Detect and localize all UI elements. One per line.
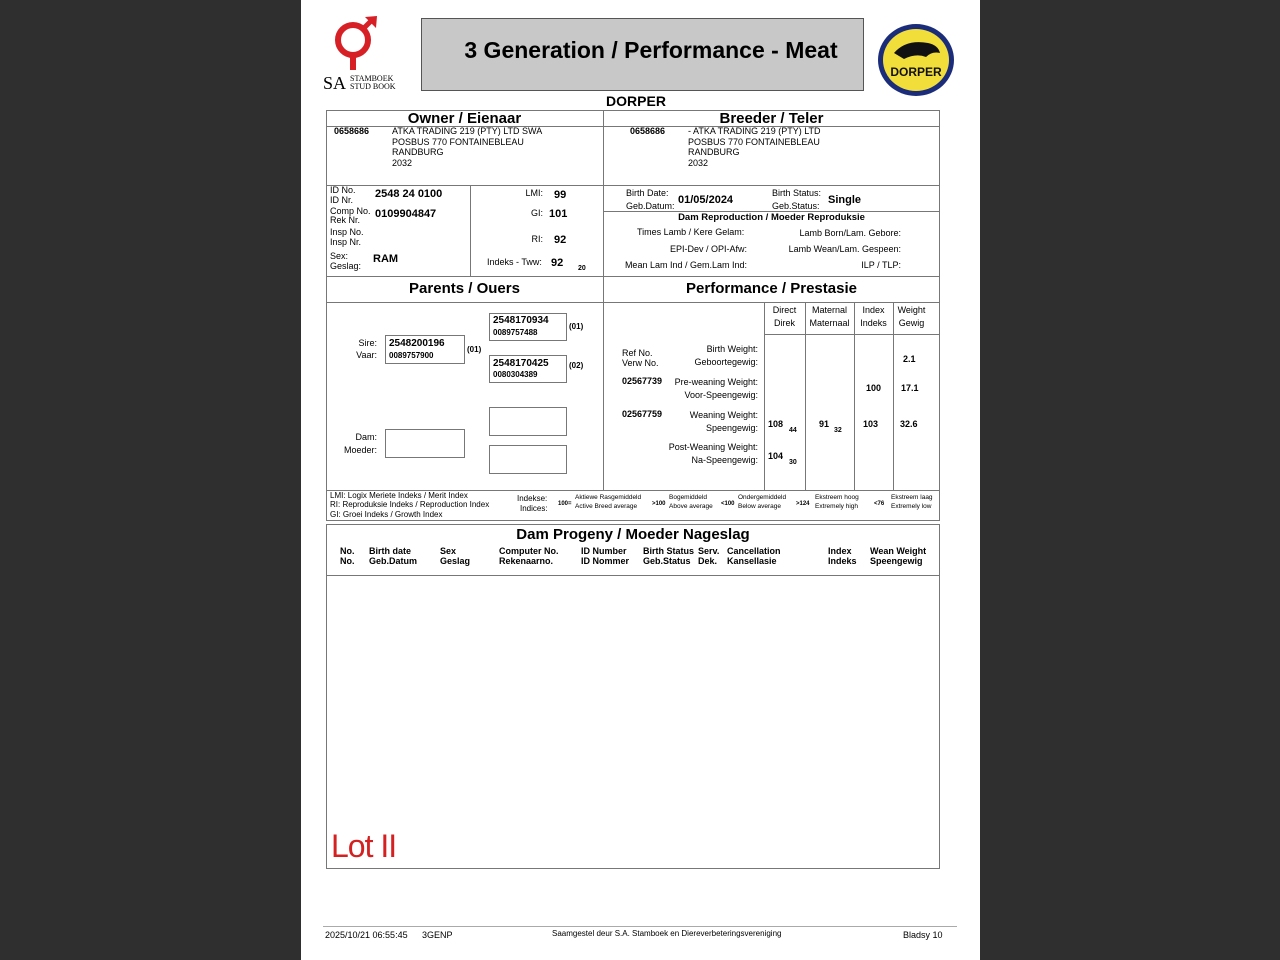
times-lamb-label: Times Lamb / Kere Gelam: [637, 227, 745, 237]
breed-name: DORPER [606, 93, 666, 109]
dam-label: Dam: [355, 432, 377, 442]
col-weight: Weight [897, 305, 926, 315]
legend-text: Ekstreem hoog [815, 494, 859, 501]
lamb-wean-label: Lamb Wean/Lam. Gespeen: [788, 244, 901, 254]
prog-col-sex: Geslag [440, 556, 471, 566]
legend-indekse: Indekse: [517, 494, 548, 503]
tww-value: 92 [551, 257, 564, 269]
legend-text: Aktiewe Rasgemiddeld [575, 494, 642, 501]
footer-compiled-by: Saamgestel deur S.A. Stamboek en Diereverbeteringsvereniging [552, 929, 782, 938]
sire-dam-id: 2548170425 [493, 358, 549, 369]
sire-sire-comp: 0089757488 [493, 328, 538, 337]
ilp-label: ILP / TLP: [861, 260, 901, 270]
perf-index: 100 [866, 383, 882, 393]
dam-sire-box [489, 407, 567, 436]
lmi-value: 99 [554, 189, 567, 201]
id-label: ID No. [330, 185, 356, 195]
perf-index: 103 [863, 419, 879, 429]
sire-code: (01) [467, 345, 482, 354]
col-index: Indeks [860, 318, 887, 328]
gi-label: GI: [530, 208, 543, 218]
perf-maternal: 91 [819, 419, 830, 429]
legend-symbol: <76 [874, 501, 885, 507]
legend-text: Ondergemiddeld [738, 494, 787, 501]
legend-symbol: >124 [796, 501, 810, 507]
sire-sire-code: (01) [569, 322, 584, 331]
dorper-badge [876, 23, 956, 97]
birth-date-value: 01/05/2024 [678, 194, 734, 206]
sire-label: Vaar: [356, 350, 377, 360]
perf-direct-sub: 44 [789, 427, 797, 434]
prog-col-no: No. [340, 556, 355, 566]
sex-label: Geslag: [330, 261, 362, 271]
col-maternal: Maternal [811, 305, 847, 315]
prog-col-no: No. [340, 546, 355, 556]
sire-label: Sire: [358, 338, 377, 348]
perf-row-label: Geboortegewig: [694, 357, 758, 367]
main-info-frame [326, 110, 940, 521]
computer-number: 0109904847 [375, 208, 437, 220]
legend-gi: GI: Groei Indeks / Growth Index [330, 510, 443, 519]
sire-dam-comp: 0080304389 [493, 370, 538, 379]
perf-direct: 104 [768, 451, 784, 461]
epi-label: EPI-Dev / OPI-Afw: [669, 244, 747, 254]
prog-col-birth-date: Geb.Datum [369, 556, 418, 566]
legend-ri: RI: Reproduksie Indeks / Reproduction Index [330, 500, 490, 509]
lmi-label: LMI: [525, 188, 543, 198]
legend-lmi: LMI: Logix Meriete Indeks / Merit Index [330, 491, 468, 500]
perf-row-label: Voor-Speengewig: [684, 390, 758, 400]
perf-row-label: Post-Weaning Weight: [668, 442, 758, 452]
breeder-number: 0658686 [630, 126, 666, 136]
prog-col-cancellation: Kansellasie [727, 556, 777, 566]
mean-lam-label: Mean Lam Ind / Gem.Lam Ind: [624, 260, 747, 270]
tww-sub: 20 [578, 265, 586, 272]
prog-col-id-number: ID Nommer [581, 556, 630, 566]
legend-text: Below average [738, 503, 781, 510]
perf-row-label: Speengewig: [705, 423, 758, 433]
breeder-line: RANDBURG [688, 147, 740, 157]
prog-col-index: Index [828, 546, 852, 556]
footer-page-number: Bladsy 10 [903, 930, 943, 940]
ri-value: 92 [554, 234, 567, 246]
performance-heading: Performance / Prestasie [686, 280, 857, 297]
ref-label: Ref No. [622, 348, 653, 358]
insp-label: Insp Nr. [330, 237, 362, 247]
perf-direct-sub: 30 [789, 459, 797, 466]
col-direct: Direk [773, 318, 795, 328]
sire-comp: 0089757900 [389, 351, 434, 360]
prog-col-index: Indeks [828, 556, 857, 566]
birth-status-value: Single [828, 194, 862, 206]
lamb-born-label: Lamb Born/Lam. Gebore: [799, 228, 901, 238]
owner-line: POSBUS 770 FONTAINEBLEAU [392, 137, 524, 147]
perf-ref: 02567759 [622, 409, 663, 419]
prog-col-birth-status: Geb.Status [643, 556, 691, 566]
sire-dam-code: (02) [569, 361, 584, 370]
logo-sa-text: SA [323, 73, 347, 93]
owner-line: ATKA TRADING 219 (PTY) LTD SWA [392, 126, 543, 136]
col-maternal: Maternaal [809, 318, 850, 328]
perf-row-label: Birth Weight: [706, 344, 758, 354]
prog-col-id-number: ID Number [581, 546, 627, 556]
prog-col-sex: Sex [440, 546, 457, 556]
owner-line: RANDBURG [392, 147, 444, 157]
birth-status-label: Geb.Status: [772, 201, 820, 211]
ref-label: Verw No. [622, 358, 659, 368]
id-label: ID Nr. [330, 195, 354, 205]
col-weight: Gewig [898, 318, 925, 328]
owner-number: 0658686 [334, 126, 370, 136]
birth-date-label: Birth Date: [626, 188, 669, 198]
sex-label: Sex: [330, 251, 349, 261]
perf-weight: 2.1 [903, 354, 916, 364]
dam-dam-box [489, 445, 567, 474]
prog-col-cancellation: Cancellation [727, 546, 781, 556]
page-title: 3 Generation / Performance - Meat [464, 37, 838, 63]
perf-maternal-sub: 32 [834, 427, 842, 434]
footer-code: 3GENP [422, 930, 453, 940]
prog-col-birth-date: Birth date [369, 546, 412, 556]
breeder-line: - ATKA TRADING 219 (PTY) LTD [688, 126, 821, 136]
logo-studbook-text: STUD BOOK [350, 82, 396, 91]
legend-symbol: <100 [721, 501, 735, 507]
perf-weight: 17.1 [901, 383, 919, 393]
gi-value: 101 [549, 208, 568, 220]
dam-label: Moeder: [343, 445, 377, 455]
perf-ref: 02567739 [622, 376, 663, 386]
id-number: 2548 24 0100 [375, 188, 443, 200]
prog-col-serv: Dek. [698, 556, 718, 566]
perf-direct: 108 [768, 419, 784, 429]
footer-datetime: 2025/10/21 06:55:45 [325, 930, 408, 940]
dam-repro-heading: Dam Reproduction / Moeder Reproduksie [678, 212, 865, 223]
dam-box [385, 429, 465, 458]
legend-text: Bogemiddeld [669, 494, 707, 501]
breeder-line: POSBUS 770 FONTAINEBLEAU [688, 137, 820, 147]
sa-studbook-logo [321, 16, 397, 94]
birth-status-label: Birth Status: [772, 188, 822, 198]
dorper-badge-text: DORPER [890, 65, 942, 79]
legend-text: Ekstreem laag [891, 494, 933, 501]
legend-text: Above average [669, 503, 713, 510]
prog-col-computer-no: Computer No. [499, 546, 559, 556]
col-index: Index [862, 305, 885, 315]
logo-stamboek-text: STAMBOEK [350, 74, 394, 83]
legend-text: Extremely low [891, 503, 932, 510]
prog-col-wean-weight: Wean Weight [870, 546, 927, 556]
col-direct: Direct [772, 305, 797, 315]
prog-col-birth-status: Birth Status [643, 546, 695, 556]
perf-row-label: Na-Speengewig: [691, 455, 758, 465]
prog-col-wean-weight: Speengewig [870, 556, 923, 566]
owner-heading: Owner / Eienaar [407, 110, 522, 127]
breeder-line: 2032 [688, 158, 709, 168]
sire-id: 2548200196 [389, 338, 445, 349]
perf-row-label: Pre-weaning Weight: [674, 377, 758, 387]
comp-label: Comp No. [330, 206, 371, 216]
studbook-symbol-icon [331, 16, 381, 72]
insp-label: Insp No. [330, 227, 364, 237]
legend-indekse: Indices: [520, 504, 548, 513]
sex-value: RAM [373, 253, 399, 265]
breeder-heading: Breeder / Teler [719, 110, 824, 127]
legend-symbol: >100 [652, 501, 666, 507]
legend-symbol: 100= [558, 501, 572, 507]
perf-row-label: Weaning Weight: [689, 410, 758, 420]
progeny-heading: Dam Progeny / Moeder Nageslag [516, 526, 750, 543]
birth-date-label: Geb.Datum: [626, 201, 675, 211]
prog-col-serv: Serv. [698, 546, 720, 556]
owner-line: 2032 [392, 158, 413, 168]
prog-col-computer-no: Rekenaarno. [499, 556, 554, 566]
ri-label: RI: [531, 234, 543, 244]
tww-label: Indeks - Tww: [487, 257, 542, 267]
pedigree-page [301, 0, 980, 960]
dorper-sheep-icon [876, 23, 956, 97]
comp-label: Rek Nr. [330, 215, 361, 225]
sire-sire-id: 2548170934 [493, 315, 549, 326]
perf-weight: 32.6 [900, 419, 918, 429]
parents-heading: Parents / Ouers [409, 280, 520, 297]
lot-annotation: Lot II [331, 828, 397, 864]
legend-text: Extremely high [815, 503, 858, 510]
legend-text: Active Breed average [575, 503, 638, 510]
